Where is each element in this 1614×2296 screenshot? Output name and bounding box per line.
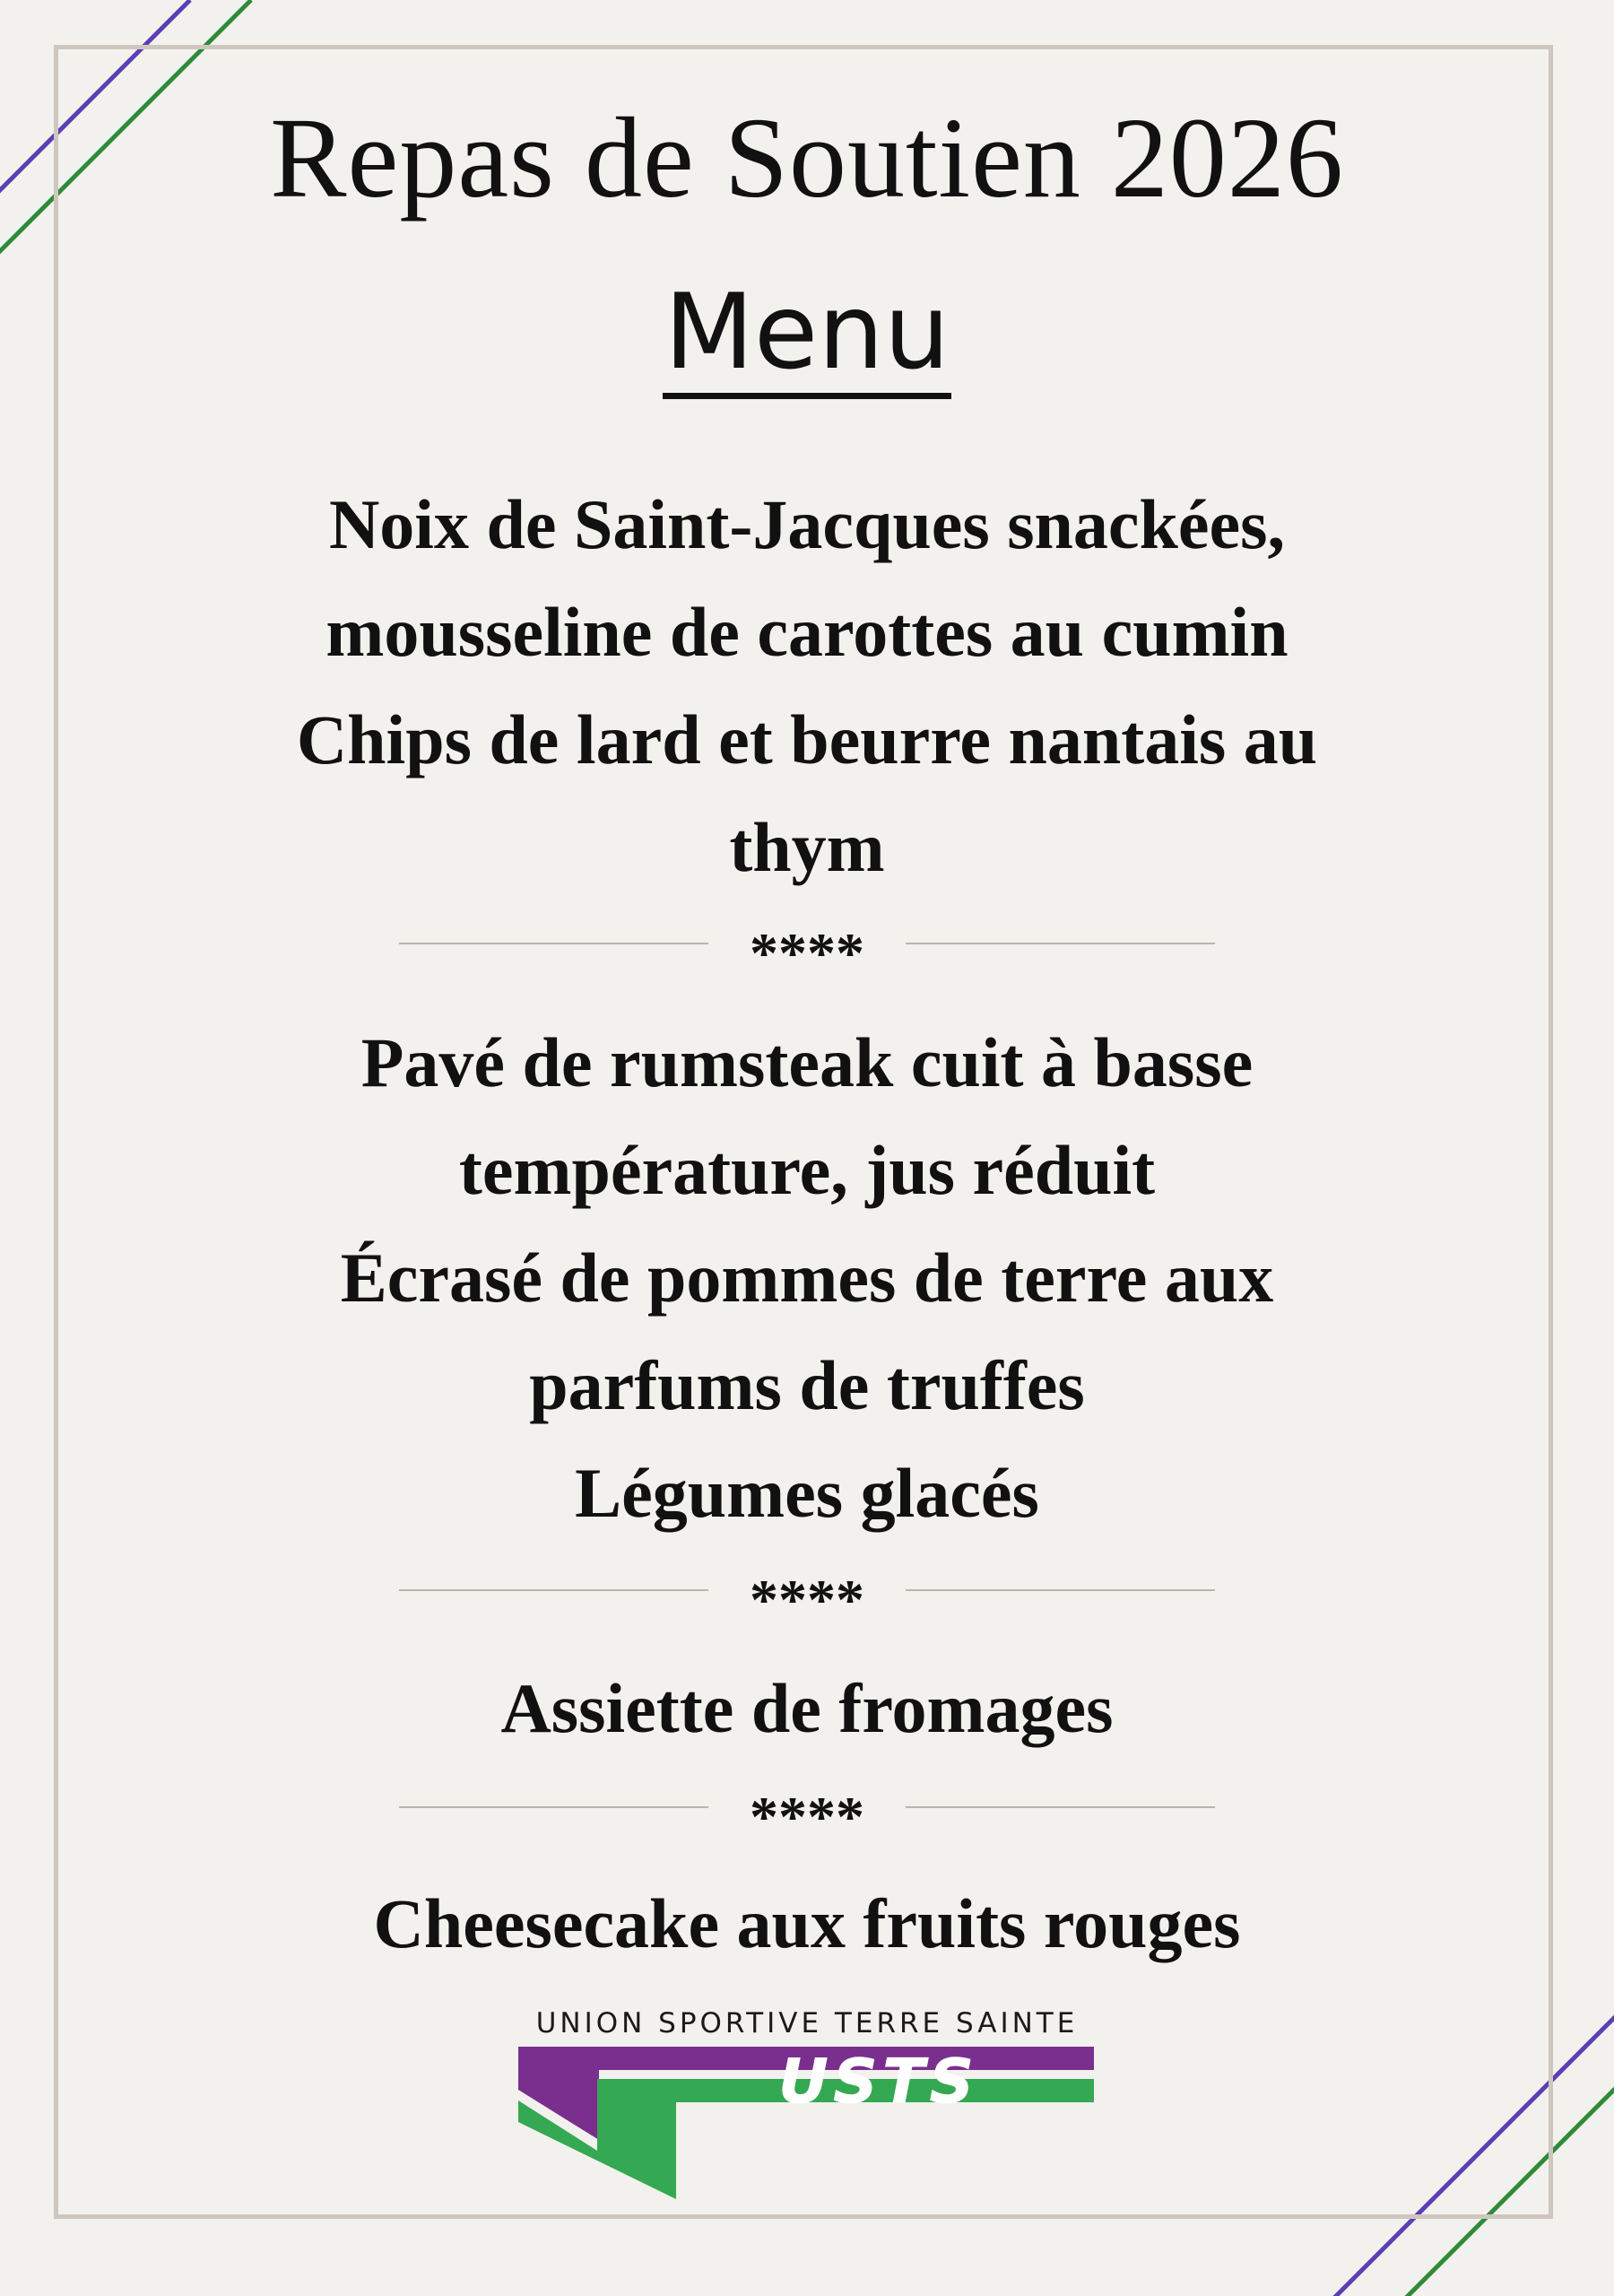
course-line: Cheesecake aux fruits rouges xyxy=(373,1884,1241,1962)
course-dessert xyxy=(170,1870,1444,1978)
divider-rule-left xyxy=(399,943,708,944)
event-title: Repas de Soutien 2026 xyxy=(270,94,1344,222)
divider-rule-right xyxy=(906,943,1215,944)
divider-rule-left xyxy=(399,1589,708,1591)
course-divider xyxy=(399,1780,1215,1848)
logo-organization-name: UNION SPORTIVE TERRE SAINTE xyxy=(535,2007,1079,2039)
usts-logo-mark xyxy=(511,2047,1103,2217)
divider-rule-right xyxy=(906,1589,1215,1591)
course-starter xyxy=(170,471,1444,901)
menu-heading: Menu xyxy=(663,278,952,399)
logo-acronym: USTS xyxy=(778,2047,979,2118)
course-line: température, jus réduit xyxy=(458,1131,1156,1209)
course-divider xyxy=(399,917,1215,985)
course-line: mousseline de carottes au cumin xyxy=(325,593,1289,671)
course-main xyxy=(170,1009,1444,1547)
menu-heading-wrap xyxy=(0,272,1614,399)
divider-stars: **** xyxy=(750,1785,864,1848)
course-cheese xyxy=(170,1655,1444,1762)
course-line: Noix de Saint-Jacques snackées, xyxy=(328,485,1286,563)
course-line: parfums de truffes xyxy=(529,1346,1085,1424)
course-line: Légumes glacés xyxy=(575,1454,1039,1532)
course-line: thym xyxy=(729,808,885,886)
divider-stars: **** xyxy=(750,921,864,985)
divider-rule-left xyxy=(399,1806,708,1808)
course-line: Assiette de fromages xyxy=(500,1669,1114,1747)
course-line: Pavé de rumsteak cuit à basse xyxy=(360,1023,1254,1101)
course-line: Chips de lard et beurre nantais au xyxy=(296,700,1318,778)
usts-logo xyxy=(511,2007,1103,2215)
divider-stars: **** xyxy=(750,1568,864,1631)
divider-rule-right xyxy=(906,1806,1215,1808)
course-line: Écrasé de pommes de terre aux xyxy=(340,1239,1274,1317)
course-divider xyxy=(399,1563,1215,1631)
